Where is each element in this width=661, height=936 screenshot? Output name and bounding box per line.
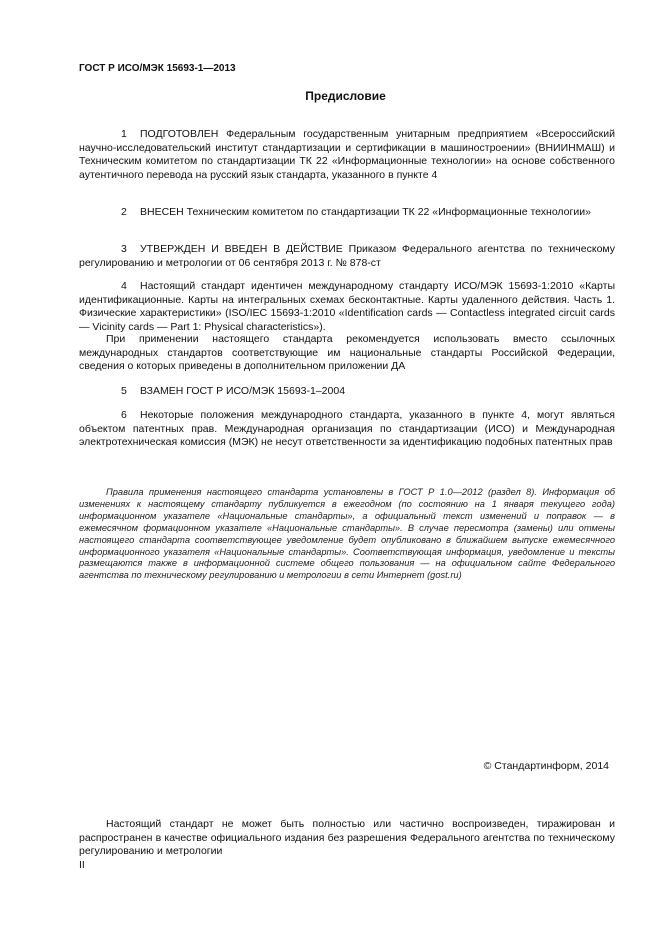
page-title: Предисловие [305,89,386,103]
item-text: ПОДГОТОВЛЕН Федеральным государственным унитарным предприятием «Всероссийский научно-исследовательский институт стандартизации и сертификации в машиностроении» (ВНИИНМАШ) и Техническим комитетом по стандартизации ТК 22 «Информационные технологии» на основе собственного аутентичного перевода на русский язык стандарта, указанного в пункте 4 [79,128,615,181]
application-rules-note: Правила применения настоящего стандарта установлены в ГОСТ Р 1.0—2012 (раздел 8). Информация об изменениях к настоящему стандарту публикуется в ежегодном (по состоянию на 1 января текущего года) информационном указателе «Национальные стандарты», а официальный текст изменений и поправок — в ежемесячном формационном указателе «Национальные стандарты». В случае пересмотра (замены) или отмены настоящего стандарта соответствующее уведомление будет опубликовано в ближайшем выпуске ежемесячного информационного указателя «Национальные стандарты». Соответствующая информация, уведомление и тексты размещаются также в информационной системе общего пользования — на официальном сайте Федерального агентства по техническому регулированию и метрологии в сети Интернет (gost.ru) [79,487,615,581]
foreword-item-3 [79,243,615,270]
foreword-item-6 [79,409,615,450]
reproduction-notice: Настоящий стандарт не может быть полностью или частично воспроизведен, тиражирован и распространен в качестве официального издания без разрешения Федерального агентства по техническому регулированию и метрологии [79,818,615,857]
foreword-item-2 [79,206,615,220]
foreword-item-4 [79,280,615,334]
copyright-notice: © Стандартинформ, 2014 [483,760,609,772]
standard-code-header: ГОСТ Р ИСО/МЭК 15693-1—2013 [79,63,236,74]
item-number: 6 [121,409,127,421]
item-text: ВНЕСЕН Техническим комитетом по стандартизации ТК 22 «Информационные технологии» [140,206,591,218]
foreword-item-5 [79,385,615,399]
item-number: 3 [121,243,127,255]
item-text: ВЗАМЕН ГОСТ Р ИСО/МЭК 15693-1–2004 [140,385,346,397]
foreword-item-4-continuation: При применении настоящего стандарта рекомендуется использовать вместо ссылочных международных стандартов соответствующие им национальные стандарты Российской Федерации, сведения о которых приведены в дополнительном приложении ДА [79,333,615,372]
item-text: Настоящий стандарт идентичен международному стандарту ИСО/МЭК 15693-1:2010 «Карты идентификационные. Карты на интегральных схемах бесконтактные. Карты удаленного действия. Часть 1. Физические характеристики» (ISO/IEC 15693-1:2010 «Identification cards — Contactless integrated circuit cards — Vicinity cards — Part 1: Physical characteristics»). [79,280,615,333]
item-text: УТВЕРЖДЕН И ВВЕДЕН В ДЕЙСТВИЕ Приказом Федерального агентства по техническому регулированию и метрологии от 06 сентября 2013 г. № 878-ст [79,243,615,269]
item-number: 1 [121,128,127,140]
item-number: 4 [121,280,127,292]
item-number: 2 [121,206,127,218]
item-number: 5 [121,385,127,397]
item-text: Некоторые положения международного стандарта, указанного в пункте 4, могут являться объектом патентных прав. Международная организация по стандартизации (ИСО) и Международная электротехническая комиссия (МЭК) не несут ответственности за идентификацию подобных патентных прав [79,409,615,448]
page-number: II [79,859,85,871]
foreword-item-1 [79,128,615,182]
